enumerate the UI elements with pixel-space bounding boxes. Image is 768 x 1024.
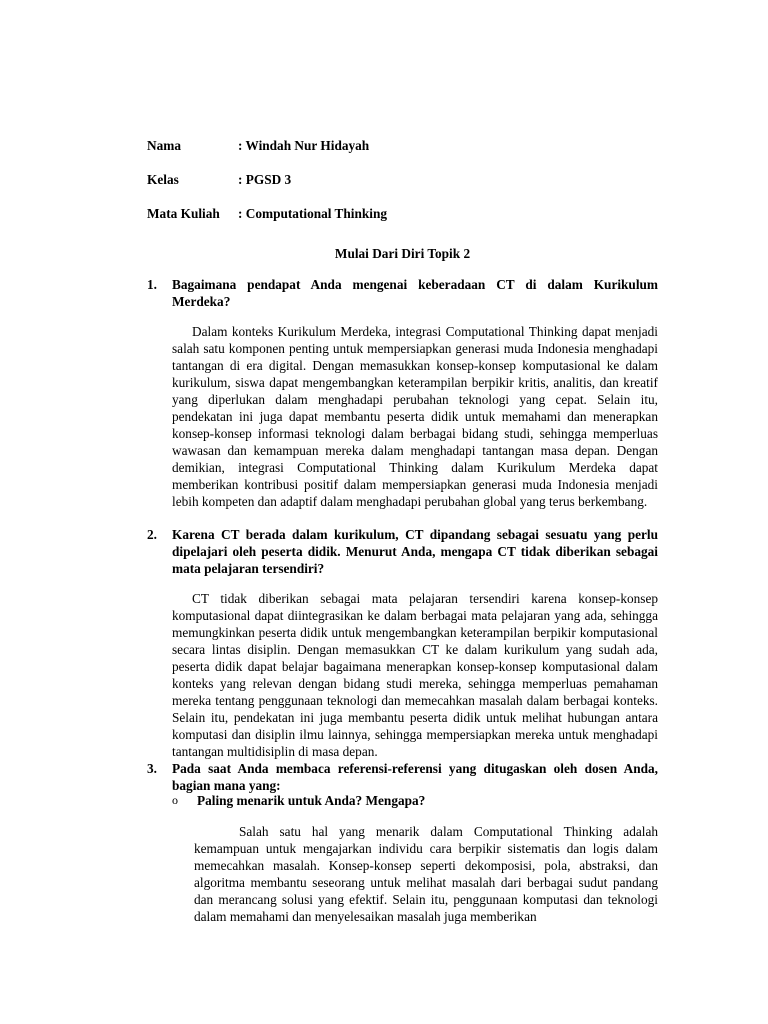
question-2 (147, 526, 658, 577)
sub-question-3a (172, 792, 658, 809)
class-value: : PGSD 3 (238, 172, 292, 187)
bullet-icon: o (172, 793, 178, 807)
answer-3a: Salah satu hal yang menarik dalam Computational Thinking adalah kemampuan untuk mengajarkan individu cara berpikir sistematis dan logis dalam memecahkan masalah. Konsep-konsep seperti dekomposisi, pola, abstraksi, dan algoritma membantu seseorang untuk melihat masalah dari berbagai sudut pandang dan merancang solusi yang efektif. Selain itu, penggunaan komputasi dan teknologi dalam memahami dan menyelesaikan masalah juga memberikan (194, 824, 658, 924)
answer-2: CT tidak diberikan sebagai mata pelajaran tersendiri karena konsep-konsep komputasional dapat diintegrasikan ke dalam berbagai mata pelajaran yang ada, sehingga memungkinkan peserta didik untuk mengembangkan keterampilan berpikir komputasional secara lintas disiplin. Dengan memasukkan CT ke dalam kurikulum yang sudah ada, peserta didik dapat belajar bagaimana menerapkan konsep-konsep komputasional dalam konteks yang relevan dengan bidang studi mereka, sehingga memperluas pemahaman mereka tentang penggunaan teknologi dan memecahkan masalah dalam berbagai konteks. Selain itu, pendekatan ini juga membantu peserta didik untuk melihat hubungan antara komputasi dan disiplin ilmu lainnya, sehingga mempersiapkan mereka untuk menghadapi tantangan multidisiplin di masa depan. (172, 591, 658, 759)
course-label: Mata Kuliah (147, 206, 220, 221)
question-text: Bagaimana pendapat Anda mengenai keberadaan CT di dalam Kurikulum Merdeka? (172, 277, 658, 309)
class-row (147, 171, 291, 188)
question-number: 3. (147, 761, 157, 776)
name-label: Nama (147, 138, 181, 153)
answer-1: Dalam konteks Kurikulum Merdeka, integrasi Computational Thinking dapat menjadi salah satu komponen penting untuk mempersiapkan generasi muda Indonesia menghadapi tantangan di era digital. Dengan memasukkan konsep-konsep komputasional ke dalam kurikulum, siswa dapat mengembangkan keterampilan berpikir kritis, analitis, dan kreatif yang diperlukan dalam menghadapi perubahan teknologi yang cepat. Selain itu, pendekatan ini juga dapat membantu peserta didik untuk memahami dan menerapkan konsep-konsep informasi teknologi dalam berbagai bidang studi, sehingga memperluas wawasan dan kemampuan mereka dalam menghadapi tantangan masa depan. Dengan demikian, integrasi Computational Thinking dalam Kurikulum Merdeka dapat memberikan kontribusi positif dalam mempersiapkan generasi muda Indonesia menjadi lebih kompeten dan adaptif dalam menghadapi perubahan global yang terus berkembang. (172, 324, 658, 509)
sub-question-text: Paling menarik untuk Anda? Mengapa? (197, 793, 426, 808)
question-text: Pada saat Anda membaca referensi-referensi yang ditugaskan oleh dosen Anda, bagian mana yang: (172, 761, 658, 793)
document-title: Mulai Dari Diri Topik 2 (334, 246, 471, 261)
question-1 (147, 276, 658, 310)
name-value: : Windah Nur Hidayah (238, 138, 370, 153)
question-3 (147, 760, 658, 794)
class-label: Kelas (147, 172, 179, 187)
course-row (147, 205, 387, 222)
name-row (147, 137, 369, 154)
question-text: Karena CT berada dalam kurikulum, CT dipandang sebagai sesuatu yang perlu dipelajari oleh peserta didik. Menurut Anda, mengapa CT tidak diberikan sebagai mata pelajaran tersendiri? (172, 527, 658, 576)
course-value: : Computational Thinking (238, 206, 388, 221)
question-number: 2. (147, 527, 157, 542)
question-number: 1. (147, 277, 157, 292)
